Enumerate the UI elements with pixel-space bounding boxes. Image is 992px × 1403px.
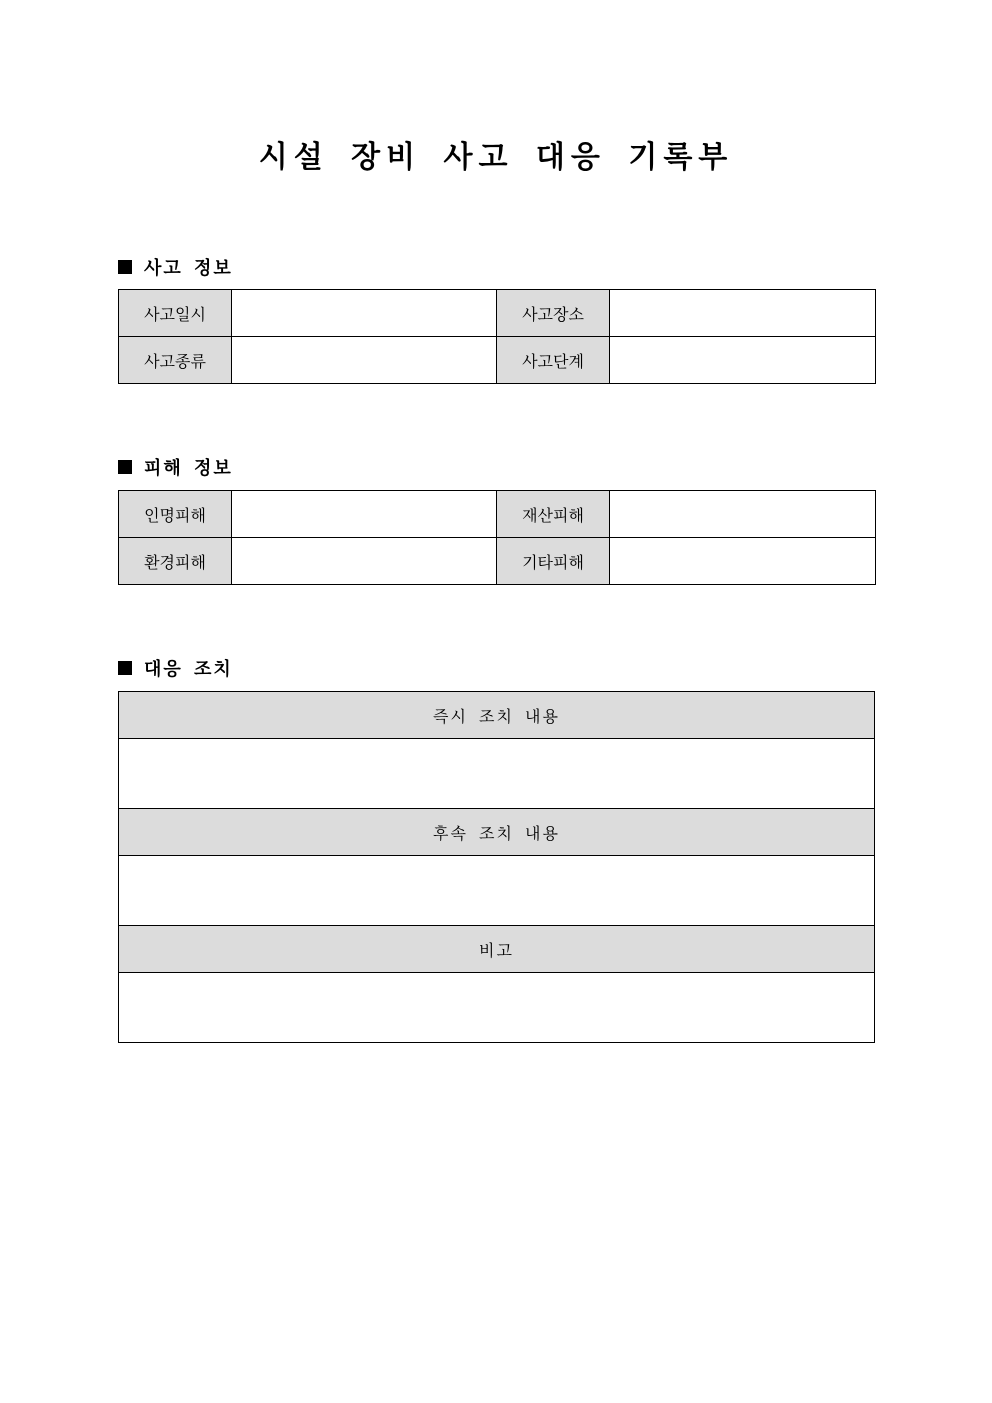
field-casualties[interactable] <box>232 491 497 538</box>
label-incident-type: 사고종류 <box>119 337 232 384</box>
field-remarks[interactable] <box>119 973 875 1043</box>
header-remarks: 비고 <box>119 926 875 973</box>
header-immediate-action: 즉시 조치 내용 <box>119 692 875 739</box>
label-incident-stage: 사고단계 <box>497 337 610 384</box>
incident-info-table <box>118 289 876 384</box>
label-incident-location: 사고장소 <box>497 290 610 337</box>
section-heading-incident <box>118 254 233 280</box>
table-row <box>119 973 875 1043</box>
section-heading-label: 대응 조치 <box>144 659 233 680</box>
label-environmental-damage: 환경피해 <box>119 538 232 585</box>
table-row <box>119 491 876 538</box>
square-bullet-icon <box>118 260 132 274</box>
field-property-damage[interactable] <box>610 491 876 538</box>
section-heading-damage <box>118 454 233 480</box>
field-incident-datetime[interactable] <box>232 290 497 337</box>
table-row <box>119 809 875 856</box>
field-incident-location[interactable] <box>610 290 876 337</box>
square-bullet-icon <box>118 661 132 675</box>
field-incident-type[interactable] <box>232 337 497 384</box>
table-row <box>119 538 876 585</box>
header-follow-up-action: 후속 조치 내용 <box>119 809 875 856</box>
label-casualties: 인명피해 <box>119 491 232 538</box>
damage-info-table <box>118 490 876 585</box>
document-title: 시설 장비 사고 대응 기록부 <box>258 140 734 175</box>
field-incident-stage[interactable] <box>610 337 876 384</box>
response-table <box>118 691 875 1043</box>
table-row <box>119 290 876 337</box>
field-immediate-action[interactable] <box>119 739 875 809</box>
section-heading-label: 피해 정보 <box>144 458 233 479</box>
table-row <box>119 926 875 973</box>
section-heading-label: 사고 정보 <box>144 258 233 279</box>
table-row <box>119 337 876 384</box>
label-property-damage: 재산피해 <box>497 491 610 538</box>
square-bullet-icon <box>118 460 132 474</box>
section-heading-response <box>118 655 233 681</box>
field-follow-up-action[interactable] <box>119 856 875 926</box>
table-row <box>119 739 875 809</box>
field-environmental-damage[interactable] <box>232 538 497 585</box>
table-row <box>119 692 875 739</box>
table-row <box>119 856 875 926</box>
label-incident-datetime: 사고일시 <box>119 290 232 337</box>
field-other-damage[interactable] <box>610 538 876 585</box>
label-other-damage: 기타피해 <box>497 538 610 585</box>
